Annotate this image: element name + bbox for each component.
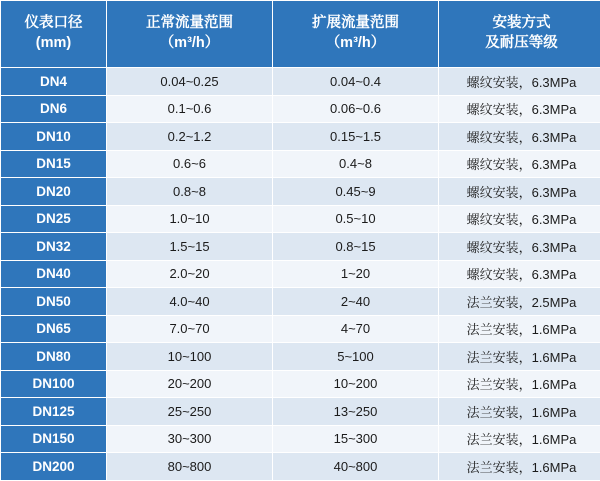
cell-extended-range: 13~250 — [273, 398, 439, 426]
cell-normal-range: 7.0~70 — [107, 315, 273, 343]
cell-installation: 法兰安装，1.6MPa — [439, 453, 600, 481]
column-header-normal-range-line-1: 正常流量范围 — [107, 14, 272, 34]
cell-normal-range: 10~100 — [107, 343, 273, 371]
cell-extended-range: 0.15~1.5 — [273, 123, 439, 151]
cell-diameter: DN100 — [1, 370, 107, 398]
cell-normal-range: 25~250 — [107, 398, 273, 426]
cell-extended-range: 0.4~8 — [273, 150, 439, 178]
cell-installation: 螺纹安装，6.3MPa — [439, 123, 600, 151]
cell-installation: 螺纹安装，6.3MPa — [439, 233, 600, 261]
table-header — [1, 1, 600, 68]
cell-diameter: DN10 — [1, 123, 107, 151]
cell-diameter: DN32 — [1, 233, 107, 261]
cell-diameter: DN25 — [1, 205, 107, 233]
cell-installation: 螺纹安装，6.3MPa — [439, 260, 600, 288]
cell-normal-range: 1.5~15 — [107, 233, 273, 261]
cell-diameter: DN50 — [1, 288, 107, 316]
table-row — [1, 288, 600, 316]
table-row — [1, 260, 600, 288]
header-row — [1, 1, 600, 68]
cell-extended-range: 0.8~15 — [273, 233, 439, 261]
cell-installation: 法兰安装，1.6MPa — [439, 425, 600, 453]
table-row — [1, 398, 600, 426]
table-row — [1, 425, 600, 453]
cell-diameter: DN80 — [1, 343, 107, 371]
cell-installation: 法兰安装，1.6MPa — [439, 398, 600, 426]
cell-diameter: DN4 — [1, 68, 107, 96]
cell-extended-range: 1~20 — [273, 260, 439, 288]
cell-normal-range: 4.0~40 — [107, 288, 273, 316]
table-row — [1, 95, 600, 123]
cell-installation: 法兰安装，1.6MPa — [439, 315, 600, 343]
column-header-diameter-line-2: (mm) — [1, 34, 106, 54]
cell-normal-range: 0.1~0.6 — [107, 95, 273, 123]
cell-normal-range: 2.0~20 — [107, 260, 273, 288]
cell-installation: 法兰安装，1.6MPa — [439, 343, 600, 371]
column-header-installation-line-1: 安装方式 — [439, 14, 600, 34]
column-header-normal-range — [107, 1, 273, 68]
cell-installation: 螺纹安装，6.3MPa — [439, 68, 600, 96]
cell-extended-range: 0.5~10 — [273, 205, 439, 233]
cell-normal-range: 80~800 — [107, 453, 273, 481]
cell-installation: 螺纹安装，6.3MPa — [439, 150, 600, 178]
table-row — [1, 370, 600, 398]
cell-extended-range: 40~800 — [273, 453, 439, 481]
column-header-extended-range — [273, 1, 439, 68]
table-row — [1, 123, 600, 151]
cell-normal-range: 1.0~10 — [107, 205, 273, 233]
cell-extended-range: 0.04~0.4 — [273, 68, 439, 96]
table-row — [1, 178, 600, 206]
cell-diameter: DN40 — [1, 260, 107, 288]
table-row — [1, 233, 600, 261]
cell-diameter: DN6 — [1, 95, 107, 123]
column-header-diameter-line-1: 仪表口径 — [1, 14, 106, 34]
cell-normal-range: 20~200 — [107, 370, 273, 398]
table-body — [1, 68, 600, 481]
cell-normal-range: 0.6~6 — [107, 150, 273, 178]
column-header-extended-range-line-2: （m³/h） — [273, 34, 438, 54]
cell-extended-range: 0.45~9 — [273, 178, 439, 206]
cell-extended-range: 15~300 — [273, 425, 439, 453]
cell-installation: 螺纹安装，6.3MPa — [439, 178, 600, 206]
cell-normal-range: 0.04~0.25 — [107, 68, 273, 96]
cell-extended-range: 4~70 — [273, 315, 439, 343]
table-row — [1, 150, 600, 178]
table-row — [1, 315, 600, 343]
cell-diameter: DN125 — [1, 398, 107, 426]
cell-installation: 螺纹安装，6.3MPa — [439, 95, 600, 123]
cell-normal-range: 30~300 — [107, 425, 273, 453]
column-header-diameter — [1, 1, 107, 68]
cell-extended-range: 5~100 — [273, 343, 439, 371]
column-header-normal-range-line-2: （m³/h） — [107, 34, 272, 54]
table-row — [1, 343, 600, 371]
column-header-extended-range-line-1: 扩展流量范围 — [273, 14, 438, 34]
cell-normal-range: 0.8~8 — [107, 178, 273, 206]
cell-installation: 螺纹安装，6.3MPa — [439, 205, 600, 233]
cell-diameter: DN200 — [1, 453, 107, 481]
cell-installation: 法兰安装，1.6MPa — [439, 370, 600, 398]
table-row — [1, 453, 600, 481]
column-header-installation — [439, 1, 600, 68]
cell-diameter: DN65 — [1, 315, 107, 343]
cell-diameter: DN15 — [1, 150, 107, 178]
cell-installation: 法兰安装，2.5MPa — [439, 288, 600, 316]
cell-extended-range: 0.06~0.6 — [273, 95, 439, 123]
table-row — [1, 68, 600, 96]
cell-diameter: DN150 — [1, 425, 107, 453]
cell-normal-range: 0.2~1.2 — [107, 123, 273, 151]
cell-diameter: DN20 — [1, 178, 107, 206]
table-row — [1, 205, 600, 233]
cell-extended-range: 2~40 — [273, 288, 439, 316]
column-header-installation-line-2: 及耐压等级 — [439, 34, 600, 54]
cell-extended-range: 10~200 — [273, 370, 439, 398]
